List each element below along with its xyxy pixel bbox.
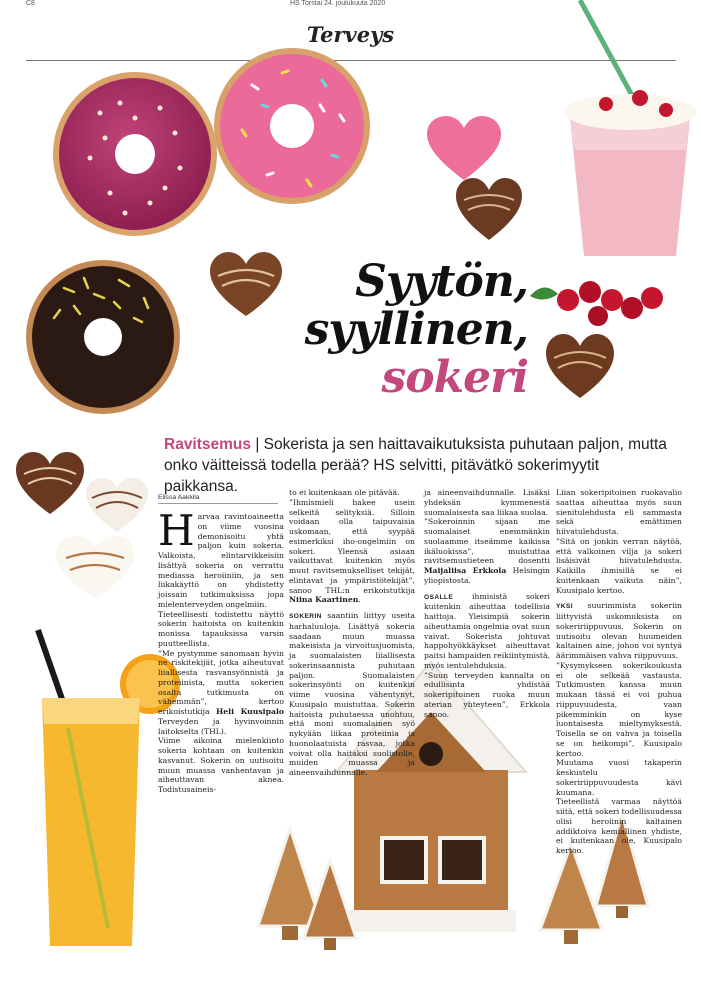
article-column-4 xyxy=(556,488,682,856)
source-name: Heli Kuusipalo xyxy=(216,707,285,716)
paragraph xyxy=(289,611,415,778)
paragraph-text: ”Me pystymme sanomaan hyvin ne riskitekijät, jotka aiheutuvat liiallisesta rasvansyönnistä ja proteiinista, mutta sokerien osalta tutkimusta on vähemmän”, kertoo erikoistutkija xyxy=(158,648,284,716)
chocolate-heart-icon xyxy=(456,178,522,242)
source-name: Niina Kaartinen xyxy=(289,595,359,605)
berries-icon xyxy=(528,278,668,334)
paragraph: Tieteellistä varmaa näyttöä siitä, että sokeri todellisuudessa olisi heroiinin kaltainen addiktoiva kemiallinen yhdiste, ei kuitenkaan ole, Kuusipalo kertoo. xyxy=(556,797,682,855)
lead-text: Sokerista ja sen haittavaikutuksista puhutaan paljon, mutta onko väitteissä todella perää? HS selvitti, pitävätkö sokerimyytit paikkansa. xyxy=(164,436,667,495)
gingerbread-tree-icon xyxy=(300,858,360,952)
paragraph: ”Sitä on jonkin verran näytöä, että valkoinen vilja ja sokeri lisäisivät hiivatulehdusta. Kaikilla ihmisillä se ei kuitenkaan vaikuta näin”, Kuusipalo kertoo. xyxy=(556,536,682,595)
paragraph-text: Terveyden ja hyvinvoinnin laitokselta (THL). xyxy=(158,716,284,736)
chocolate-heart-icon xyxy=(210,252,282,318)
masthead: HS Torstai 24. joulukuuta 2020 xyxy=(290,0,386,7)
milkshake-icon xyxy=(560,0,700,262)
headline-line-2: syyllinen, xyxy=(304,304,528,355)
lead-kicker: Ravitsemus xyxy=(164,436,252,453)
paragraph: ja aineenvaihdunnalle. Lisäksi yhdeksän kymmenestä suomalaisesta saa liikaa suolaa. xyxy=(424,488,550,517)
article-column-2 xyxy=(289,488,415,778)
paragraph-text: saantiin liittyy useita harhaluuloja. Lisättyä sokeria saadaan muun muassa makeisista ja virvoitusjuomista, ja suomalaisten liiallisesta sokerinsaannista puhutaan paljon. Suomalaisten sokerinsyönti on kuitenkin viime vuosina vähentynyt, Kuusipalo muistuttaa. Sokerin haitoista puhutaessa unohtuu, että moni suomalainen syö nykyään liikaa proteiinia ja huonolaatuista rasvaa, jotka voivat olla haitaksi suolistolle, muiden muassa ja aineenvaihdunnalle. xyxy=(289,611,415,777)
headline-line-1: Syytön, xyxy=(355,256,528,307)
heart-candy-icon xyxy=(427,116,501,182)
subhead-lead: OSALLE xyxy=(424,593,454,601)
heart-candy-icon xyxy=(86,478,148,534)
subhead-lead: SOKERIN xyxy=(289,613,322,620)
source-name: Maijaliisa Erkkola xyxy=(424,566,507,575)
paragraph: to ei kuitenkaan ole pitävää. xyxy=(289,488,400,497)
paragraph xyxy=(158,649,284,737)
heart-candy-icon xyxy=(56,536,134,600)
paragraph-text: . xyxy=(358,595,361,605)
paragraph: Viime aikoina mielenkiinto sokeria kohtaan on kuitenkin kasvanut. Sokerin on uutisoitu muun muassa vanhentavan ja aiheuttavan akneа. Todistusaineis- xyxy=(158,736,284,794)
paragraph xyxy=(158,506,284,610)
paragraph-text: arvaa ravintoaineetta on viime vuosina demonisoitu yhtä paljon kuin sokeria. Valkoista, elintarvikkeisiin lisättyä sokeria on verrattu mediassa heroiiniin, ja sen liikakäyttö on yhdistetty joissain tutkimuksissa jopa mielenterveyden ongelmiin. xyxy=(158,512,284,609)
paragraph xyxy=(424,592,550,671)
paragraph xyxy=(424,517,550,585)
lead-separator: | xyxy=(251,436,264,453)
page-number: C8 xyxy=(26,0,35,7)
paragraph xyxy=(289,498,415,605)
paragraph: ”Suun terveyden kannalta on edullisinta yhdistää sokeripitoinen ruoka muun aterian yhteyteen”, Erkkola sanoo. xyxy=(424,670,550,719)
byline: Elissa Aakkila xyxy=(158,494,278,504)
paragraph-text: ihmisistä sokeri kuitenkin aiheuttaa todellisia haittoja. Yleisimpiä sokerin aiheuttamia ongelmia ovat suun vaivat. Sokerista johtuvat happohyökkäykset aiheuttavat paitsi hampaiden reikiintymistä, myös ientulehduksia. xyxy=(424,591,551,670)
chocolate-heart-icon xyxy=(16,452,84,516)
paragraph-text: Helsingin yliopistosta. xyxy=(424,566,551,585)
paragraph: Tieteellisesti todistettu näyttö sokerin haitoista on kuitenkin monissa tapauksissa varsin puutteellista. xyxy=(158,609,284,648)
article-column-3 xyxy=(424,488,550,719)
paragraph-text: ”Ihmismieli hakee usein selkeitä selityksiä. Silloin voidaan olla taipuvaisia uskomaan, että syypää esimerkiksi iho-ongelmiin on sokeri. Yleensä asiaan vaikuttavat kuitenkin myös muut ravitsemukselliset tekijät, elintavat ja ympäristötekijät”, sanoo THL:n erikoistutkija xyxy=(289,497,415,595)
paragraph: ”Kysymykseen sokerikoukusta ei ole selkeää vastausta. Tutkimusten kanssa muun mukaan tässä ei voi puhua riippuvuudesta, vaan pikemminkin on kyse luontaisesta mieltymyksestä. Toisella se on vahva ja toisella se on heikompi”, Kuusipalo kertoo. xyxy=(556,660,682,758)
paragraph-text: ”Sokeroinnin sijaan me suomalaiset enemmänkin suolaamme itseämme kaikissa ikäluokissa”, muistuttaa ravitsemustieteen dosentti xyxy=(424,517,550,566)
paragraph xyxy=(556,601,682,661)
paragraph: Liian sokeripitoinen ruokavalio saattaa aiheuttaa myös suun sienitulehdusta eli sammasta sekä emättimen hiivatulehdusta. xyxy=(556,488,682,536)
purple-donut-icon xyxy=(50,68,220,240)
pink-donut-icon xyxy=(212,45,372,207)
chocolate-donut-icon xyxy=(24,258,182,416)
drop-cap: H xyxy=(158,506,195,555)
headline xyxy=(288,258,528,402)
subhead-lead: YKSI xyxy=(556,603,573,611)
paragraph: Muutama vuosi takaperin keskustelu sokeririippuvuudesta kävi kuumana. xyxy=(556,758,682,797)
headline-line-3: sokeri xyxy=(381,352,528,403)
article-column-1 xyxy=(158,506,285,795)
chocolate-heart-icon xyxy=(546,334,614,400)
section-title: Terveys xyxy=(306,22,395,47)
paragraph-text: suurimmista sokeriin liittyvistä uskomuksista on sokeririippuvuus. Sokerin on uutisoitu olevan huumeiden kaltainen aine, johon voi syntyä äärimmäisen vahva riippuvuus. xyxy=(556,601,682,660)
